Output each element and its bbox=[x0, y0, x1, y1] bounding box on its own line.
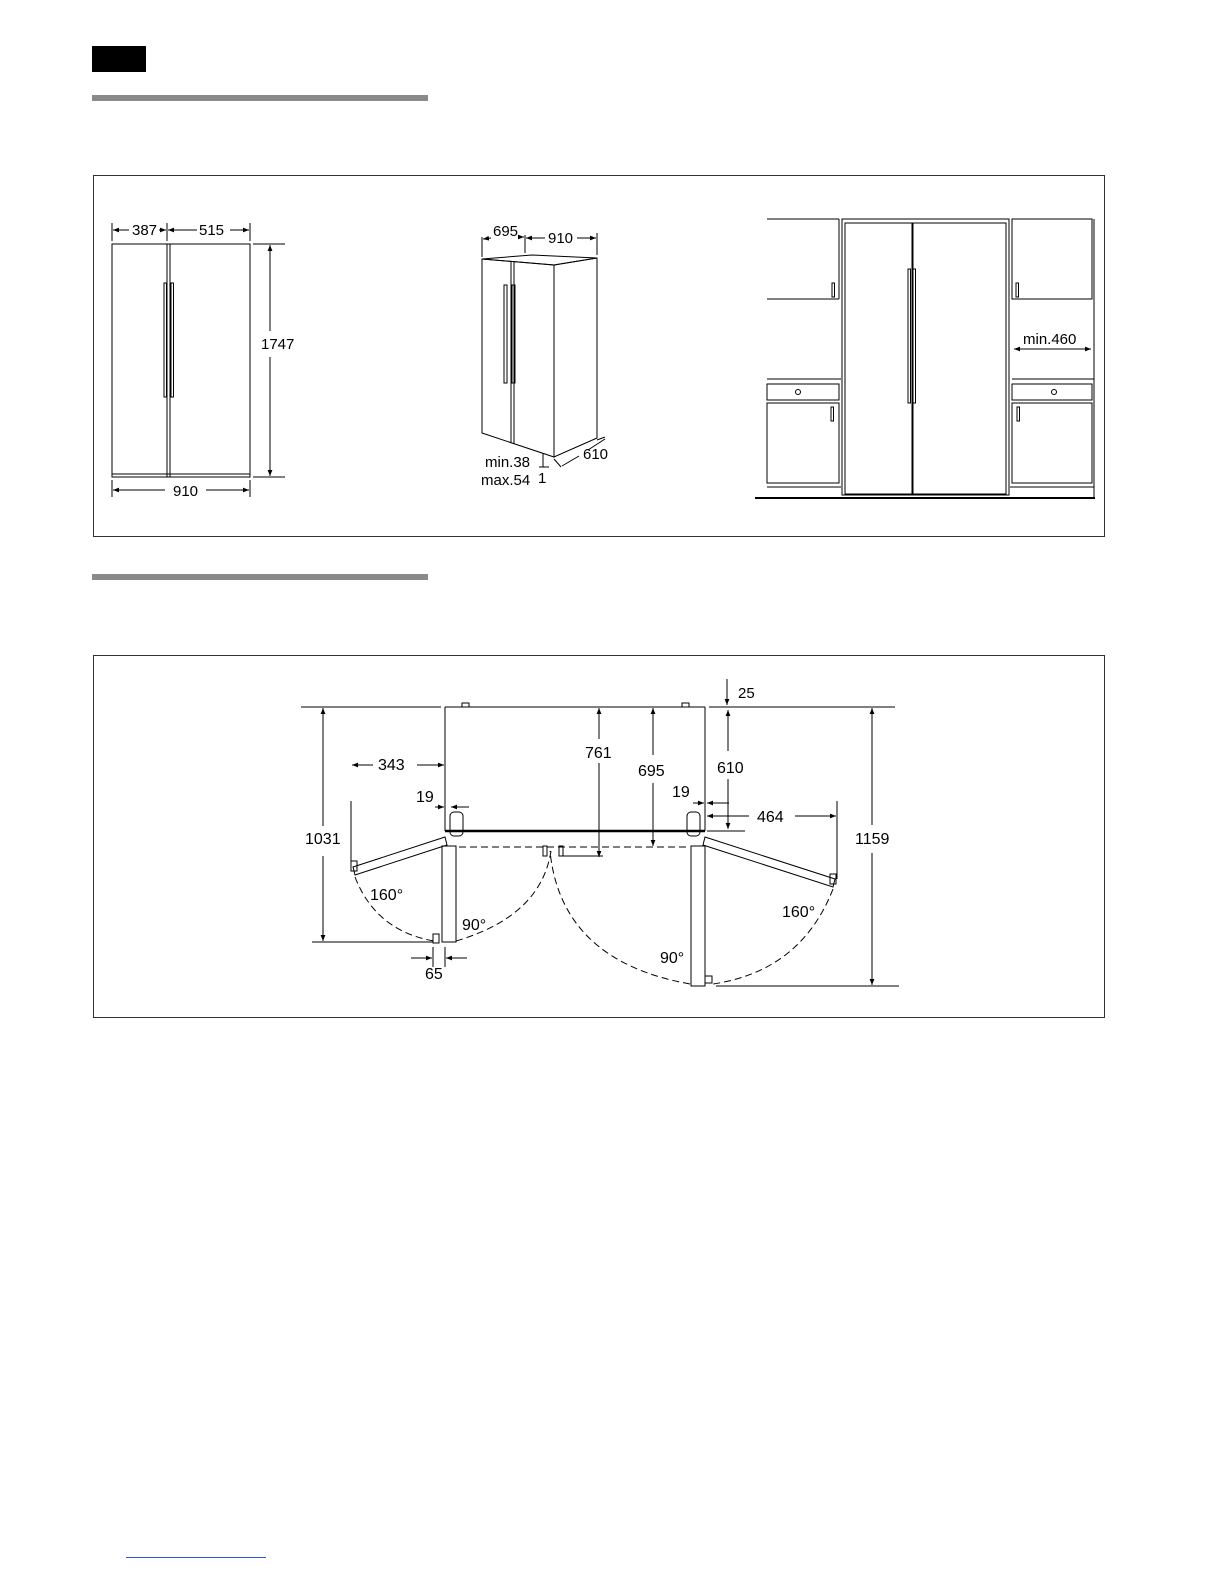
dim-19-right: 19 bbox=[672, 784, 690, 801]
perspective-fridge bbox=[482, 233, 605, 467]
dim-min38: min.38 bbox=[485, 454, 531, 471]
dim-910-front: 910 bbox=[173, 483, 199, 500]
section-divider-1 bbox=[92, 95, 428, 101]
angle-160-left: 160° bbox=[370, 887, 404, 904]
angle-90-left: 90° bbox=[462, 917, 487, 934]
door-dimensions bbox=[301, 679, 899, 986]
installed-view bbox=[755, 219, 1095, 498]
dim-1: 1 bbox=[538, 470, 547, 487]
front-view-fridge bbox=[112, 223, 285, 497]
dim-387: 387 bbox=[132, 222, 158, 239]
dim-610: 610 bbox=[583, 446, 609, 463]
dim-343: 343 bbox=[378, 757, 405, 774]
dim-1159: 1159 bbox=[855, 831, 890, 848]
dim-515: 515 bbox=[199, 222, 225, 239]
door-opening-diagram bbox=[94, 656, 1106, 1019]
dim-19-left: 19 bbox=[416, 789, 434, 806]
dim-464: 464 bbox=[757, 809, 784, 826]
angle-90-right: 90° bbox=[660, 950, 685, 967]
fridge-top-view bbox=[445, 703, 705, 856]
dim-610-door: 610 bbox=[717, 760, 744, 777]
dim-min460: min.460 bbox=[1023, 331, 1077, 348]
footer-link-line[interactable] bbox=[126, 1557, 266, 1558]
section-divider-2 bbox=[92, 574, 428, 580]
dim-695-top: 695 bbox=[493, 223, 519, 240]
dim-max54: max.54 bbox=[481, 472, 531, 489]
dim-1031: 1031 bbox=[305, 831, 341, 848]
dim-761: 761 bbox=[585, 745, 612, 762]
dim-910-top: 910 bbox=[548, 230, 574, 247]
angle-160-right: 160° bbox=[782, 904, 816, 921]
dim-1747: 1747 bbox=[261, 336, 295, 353]
section-badge bbox=[92, 46, 146, 72]
dimensions-figure bbox=[93, 175, 1105, 537]
dim-695: 695 bbox=[638, 763, 665, 780]
dim-25: 25 bbox=[738, 685, 755, 702]
dimensions-diagram bbox=[94, 176, 1106, 538]
door-opening-figure bbox=[93, 655, 1105, 1018]
dim-65: 65 bbox=[425, 966, 443, 983]
